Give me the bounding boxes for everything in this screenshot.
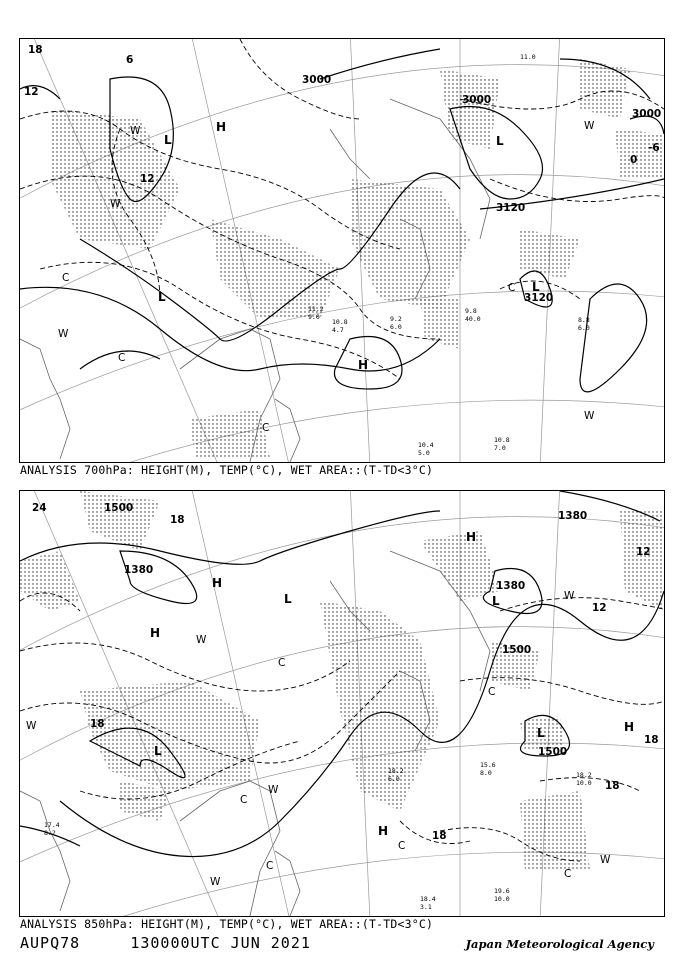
high-marker: H xyxy=(150,626,161,640)
warm-marker: W xyxy=(58,328,69,340)
station-value: 8.2 xyxy=(44,829,56,837)
station-value: 3.1 xyxy=(420,903,432,911)
station-value: 18.2 xyxy=(388,767,404,775)
cold-marker: C xyxy=(262,422,270,434)
station-value: 6.0 xyxy=(388,775,400,783)
warm-marker: W xyxy=(26,720,37,732)
contour-label: 12 xyxy=(592,602,607,614)
station-value: 9.2 xyxy=(390,315,402,323)
product-header xyxy=(20,934,311,952)
high-marker: H xyxy=(378,824,389,838)
low-marker: L xyxy=(154,744,162,758)
high-marker: H xyxy=(212,576,223,590)
station-value: 10.4 xyxy=(418,441,434,449)
high-marker: H xyxy=(466,530,477,544)
cold-marker: C xyxy=(118,352,126,364)
contour-label: 3000 xyxy=(302,74,332,86)
station-value: 9.8 xyxy=(465,307,477,315)
warm-marker: W xyxy=(268,784,279,796)
cold-marker: C xyxy=(62,272,70,284)
contour-label: 18 xyxy=(28,44,43,56)
chart-700hpa xyxy=(19,38,665,463)
station-value: 18.2 xyxy=(576,771,592,779)
warm-marker: W xyxy=(130,125,141,137)
station-value: 10.8 xyxy=(494,436,510,444)
station-value: 9.0 xyxy=(308,313,320,321)
contour-label: 24 xyxy=(32,502,47,514)
contour-label: 12 xyxy=(636,546,651,558)
warm-marker: W xyxy=(196,634,207,646)
contour-label: 3120 xyxy=(496,202,526,214)
caption-700hpa: ANALYSIS 700hPa: HEIGHT(M), TEMP(°C), WET AREA::(T-TD<3°C) xyxy=(20,463,434,477)
contour-label: 1380 xyxy=(496,580,526,592)
cold-marker: C xyxy=(488,686,496,698)
warm-marker: W xyxy=(584,120,595,132)
low-marker: L xyxy=(284,592,292,606)
contour-label: 18 xyxy=(605,780,620,792)
station-value: 18.4 xyxy=(420,895,436,903)
station-value: 8.8 xyxy=(578,316,590,324)
station-value: 5.0 xyxy=(418,449,430,457)
low-marker: L xyxy=(492,594,500,608)
product-code: AUPQ78 xyxy=(20,934,81,952)
contour-label: 18 xyxy=(170,514,185,526)
contour-label: 1500 xyxy=(104,502,134,514)
warm-marker: W xyxy=(584,410,595,422)
station-value: 6.0 xyxy=(578,324,590,332)
cold-marker: C xyxy=(266,860,274,872)
contour-label: 0 xyxy=(630,154,638,166)
contour-label: 18 xyxy=(644,734,659,746)
station-value: 6.0 xyxy=(390,323,402,331)
contour-label: 18 xyxy=(432,830,447,842)
low-marker: L xyxy=(537,726,545,740)
chart-850hpa xyxy=(19,490,665,917)
contour-label: 1500 xyxy=(538,746,568,758)
station-value: 19.6 xyxy=(494,887,510,895)
contour-label: 18 xyxy=(90,718,105,730)
station-value: 17.4 xyxy=(44,821,60,829)
station-value: 10.0 xyxy=(494,895,510,903)
map-850hpa xyxy=(20,491,664,916)
warm-marker: W xyxy=(600,854,611,866)
low-marker: L xyxy=(164,133,172,147)
high-marker: H xyxy=(358,358,369,372)
high-marker: H xyxy=(216,120,227,134)
valid-time: 130000UTC JUN 2021 xyxy=(130,934,311,952)
contour-label: 6 xyxy=(126,54,134,66)
map-700hpa xyxy=(20,39,664,462)
caption-850hpa: ANALYSIS 850hPa: HEIGHT(M), TEMP(°C), WET AREA::(T-TD<3°C) xyxy=(20,917,434,931)
contour-label: 1500 xyxy=(502,644,532,656)
cold-marker: C xyxy=(240,794,248,806)
station-value: 11.0 xyxy=(520,53,536,61)
warm-marker: W xyxy=(210,876,221,888)
cold-marker: C xyxy=(398,840,406,852)
station-value: 15.6 xyxy=(480,761,496,769)
contour-label: 3000 xyxy=(462,94,492,106)
station-value: 10.8 xyxy=(332,318,348,326)
low-marker: L xyxy=(158,290,166,304)
contour-label: -6 xyxy=(648,142,660,154)
contour-label: 12 xyxy=(24,86,39,98)
high-marker: H xyxy=(624,720,635,734)
contour-label: 12 xyxy=(140,173,155,185)
contour-label: 3000 xyxy=(632,108,662,120)
cold-marker: C xyxy=(508,282,516,294)
contour-label: 1380 xyxy=(558,510,588,522)
warm-marker: W xyxy=(564,590,575,602)
cold-marker: C xyxy=(278,657,286,669)
station-value: 4.7 xyxy=(332,326,344,334)
station-value: 40.0 xyxy=(465,315,481,323)
warm-marker: W xyxy=(110,198,121,210)
contour-label: 1380 xyxy=(124,564,154,576)
low-marker: L xyxy=(496,134,504,148)
station-value: 10.0 xyxy=(576,779,592,787)
station-value: 8.0 xyxy=(480,769,492,777)
cold-marker: C xyxy=(564,868,572,880)
station-value: 7.0 xyxy=(494,444,506,452)
low-marker: L xyxy=(532,280,540,294)
contour-label: 3120 xyxy=(524,292,554,304)
station-value: 11.2 xyxy=(308,305,324,313)
agency-credit: Japan Meteorological Agency xyxy=(465,937,654,951)
